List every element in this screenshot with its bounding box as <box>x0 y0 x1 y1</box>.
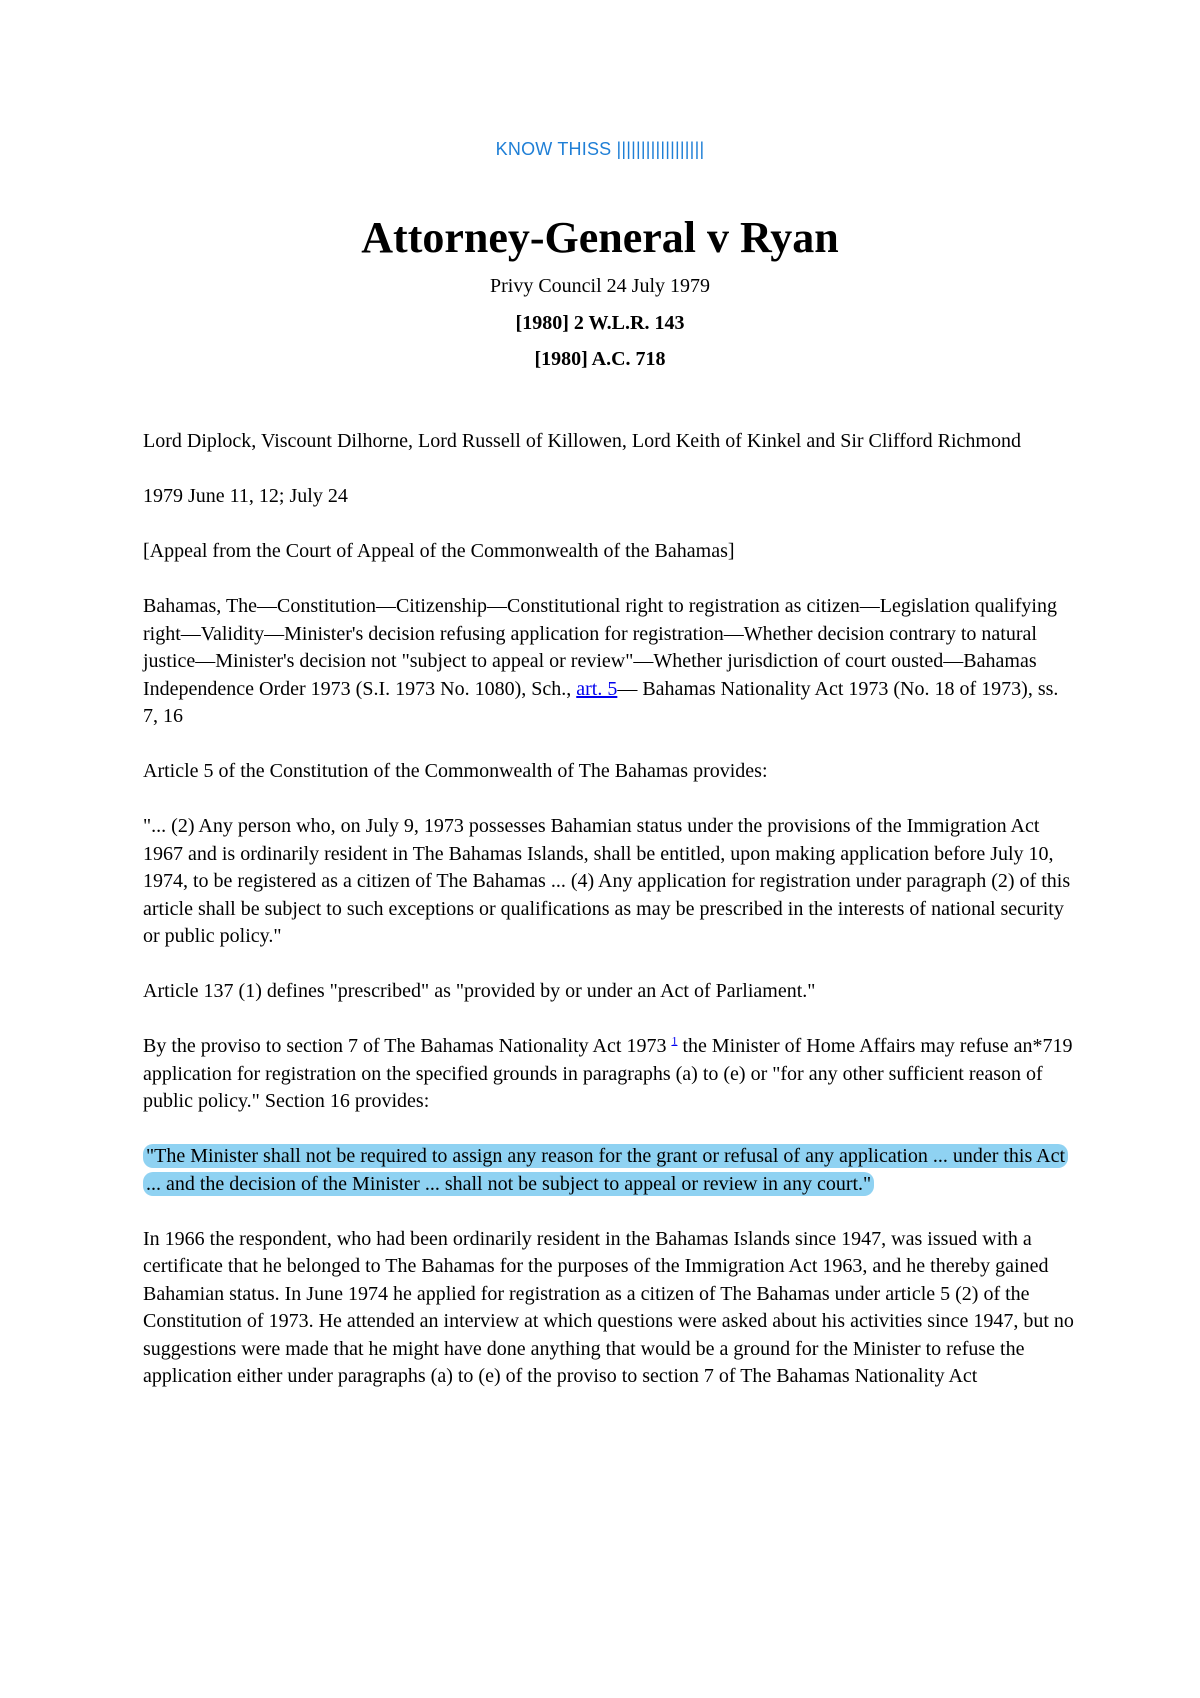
headnote-paragraph <box>143 593 1078 731</box>
judges-paragraph: Lord Diplock, Viscount Dilhorne, Lord Russell of Killowen, Lord Keith of Kinkel and Sir Clifford Richmond <box>143 430 1021 452</box>
court-and-date: Privy Council 24 July 1979 <box>489 275 710 297</box>
article-137-paragraph: Article 137 (1) defines "prescribed" as "provided by or under an Act of Parliament." <box>143 980 816 1002</box>
citation-ac: [1980] A.C. 718 <box>534 348 666 370</box>
appeal-note: [Appeal from the Court of Appeal of the Commonwealth of the Bahamas] <box>143 540 735 562</box>
headnote-text-tail: — Bahamas Nationality Act 1973 (No. 18 of 1973), ss. 7, 16 <box>143 677 1059 727</box>
proviso-paragraph <box>143 1033 1078 1116</box>
proviso-text-tail: the Minister of Home Affairs may refuse an*719 application for registration on the specified grounds in paragraphs (a) to (e) or "for any other sufficient reason of public policy." Section 16 provides: <box>143 1035 1073 1112</box>
footnote-1-link[interactable]: 1 <box>671 1033 678 1048</box>
article-5-link[interactable]: art. 5 <box>576 677 618 700</box>
handwritten-annotation: KNOW THISS |||||||||||||||||| <box>495 139 705 159</box>
highlighted-section-16-quote: "The Minister shall not be required to assign any reason for the grant or refusal of any application ... under this Act ... and the decision of the Minister ... shall not be subject to appeal or review in any court." <box>143 1144 1068 1196</box>
section-16-quote-paragraph <box>143 1143 1078 1198</box>
proviso-text: By the proviso to section 7 of The Bahamas Nationality Act 1973 <box>143 1035 672 1057</box>
document-body <box>143 428 1078 1418</box>
hearing-dates: 1979 June 11, 12; July 24 <box>143 485 348 507</box>
citation-wlr: [1980] 2 W.L.R. 143 <box>515 312 685 334</box>
case-title: Attorney-General v Ryan <box>361 213 839 262</box>
facts-paragraph: In 1966 the respondent, who had been ordinarily resident in the Bahamas Islands since 1947, was issued with a certificate that he belonged to The Bahamas for the purposes of the Immigration Act 1963, and he thereby gained Bahamian status. In June 1974 he applied for registration as a citizen of The Bahamas under article 5 (2) of the Constitution of 1973. He attended an interview at which questions were asked about his activities since 1947, but no suggestions were made that he might have done anything that would be a ground for the Minister to refuse the application either under paragraphs (a) to (e) of the proviso to section 7 of The Bahamas Nationality Act <box>143 1227 1074 1387</box>
article-5-quote: "... (2) Any person who, on July 9, 1973 possesses Bahamian status under the provisions of the Immigration Act 1967 and is ordinarily resident in The Bahamas Islands, shall be entitled, upon making application before July 10, 1974, to be registered as a citizen of The Bahamas ... (4) Any application for registration under paragraph (2) of this article shall be subject to such exceptions or qualifications as may be prescribed in the interests of national security or public policy." <box>143 815 1071 947</box>
headnote-text: Bahamas, The—Constitution—Citizenship—Constitutional right to registration as citizen—Legislation qualifying right—Validity—Minister's decision refusing application for registration—Whether decision contrary to natural justice—Minister's decision not "subject to appeal or review"—Whether jurisdiction of court ousted—Bahamas Independence Order 1973 (S.I. 1973 No. 1080), Sch., <box>143 595 1057 700</box>
article-5-intro: Article 5 of the Constitution of the Commonwealth of The Bahamas provides: <box>143 760 768 782</box>
